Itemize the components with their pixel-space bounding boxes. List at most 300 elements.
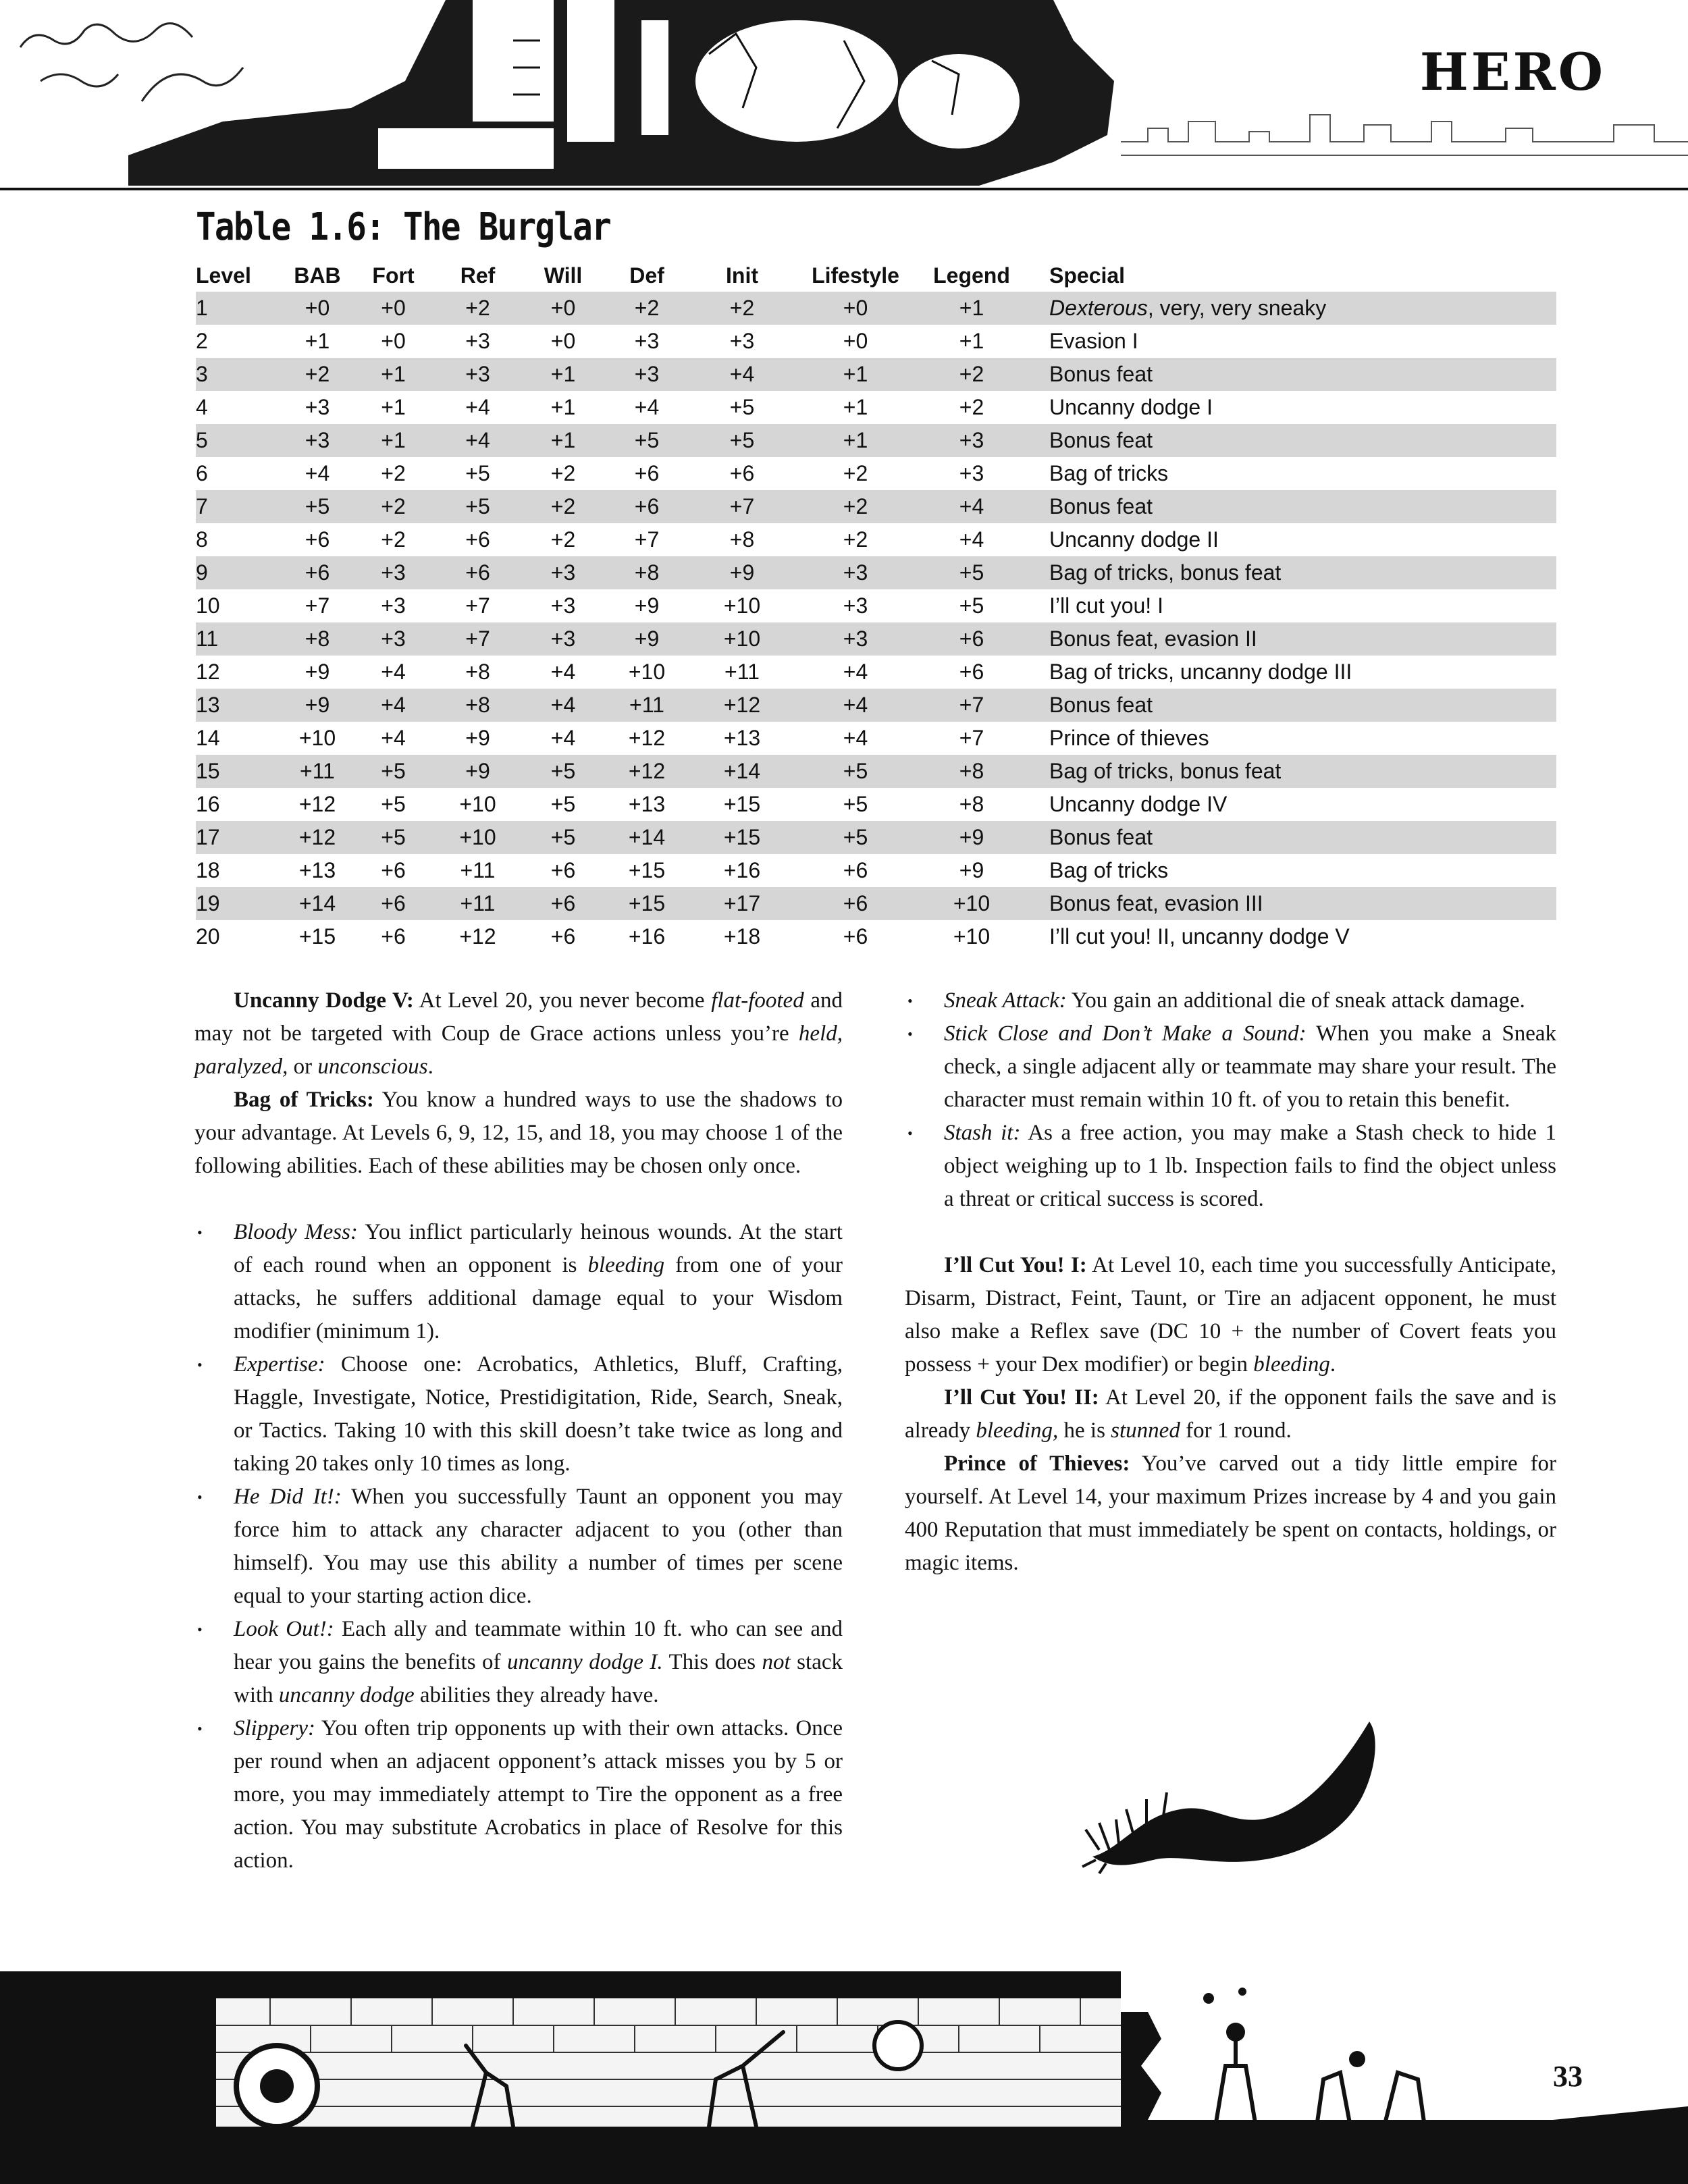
stat-cell: +5 (465, 461, 490, 485)
bag-of-tricks-list-continued (905, 984, 1556, 1216)
stat-cell: +2 (634, 296, 660, 320)
list-item (194, 1613, 843, 1712)
stat-cell: +4 (550, 660, 576, 684)
level-cell: 11 (196, 627, 219, 651)
stat-cell: +2 (550, 494, 576, 518)
stat-cell: +1 (550, 395, 576, 419)
stat-cell: +13 (298, 858, 336, 882)
level-cell: 10 (196, 593, 220, 618)
stat-cell: +6 (550, 858, 576, 882)
stat-cell: +5 (959, 593, 984, 618)
stat-cell: +3 (381, 627, 406, 651)
stat-cell: +9 (465, 726, 490, 750)
stat-cell: +3 (729, 329, 755, 353)
stat-cell: +6 (550, 924, 576, 949)
feature-name: Prince of Thieves: (944, 1451, 1130, 1476)
stat-cell: +6 (465, 560, 490, 585)
ability-name: Sneak Attack: (944, 988, 1067, 1013)
stat-cell: +5 (465, 494, 490, 518)
stat-cell: +6 (305, 560, 330, 585)
column-header: Lifestyle (812, 263, 899, 288)
special-cell: I’ll cut you! II, uncanny dodge V (1049, 924, 1350, 949)
stat-cell: +4 (729, 362, 755, 386)
stat-cell: +11 (629, 693, 664, 717)
stat-cell: +3 (550, 560, 576, 585)
ability-text: stack with (234, 1650, 843, 1707)
stat-cell: +0 (843, 296, 868, 320)
stat-cell: +8 (465, 693, 490, 717)
stat-cell: +4 (381, 726, 406, 750)
stat-cell: +11 (460, 858, 496, 882)
stat-cell: +14 (298, 891, 336, 915)
ability-text: You gain an additional die of sneak attack damage. (1066, 988, 1525, 1013)
chapter-label: HERO (1419, 42, 1606, 102)
stat-cell: +12 (628, 759, 666, 783)
column-header: Init (726, 263, 758, 288)
column-header: Def (629, 263, 664, 288)
stat-cell: +4 (843, 660, 868, 684)
stat-cell: +8 (634, 560, 660, 585)
stat-cell: +9 (959, 858, 984, 882)
level-cell: 2 (196, 329, 208, 353)
stat-cell: +1 (843, 395, 868, 419)
stat-cell: +4 (305, 461, 330, 485)
stat-cell: +2 (381, 461, 406, 485)
feature-text: for 1 round. (1180, 1418, 1292, 1443)
stat-cell: +4 (550, 693, 576, 717)
ability-text: Each ally and teammate within 10 ft. who can see and hear you gains the benefits of (234, 1617, 843, 1674)
feature-text: or (288, 1055, 318, 1079)
ability-term: not (762, 1650, 791, 1674)
stat-cell: +1 (959, 296, 984, 320)
table-row (196, 887, 1556, 920)
table-row (196, 656, 1556, 689)
footer-illustration (0, 1971, 1688, 2184)
stat-cell: +9 (634, 593, 660, 618)
stat-cell: +3 (959, 428, 984, 452)
level-cell: 12 (196, 660, 220, 684)
stat-cell: +1 (843, 362, 868, 386)
stat-cell: +5 (550, 759, 576, 783)
stat-cell: +13 (723, 726, 761, 750)
stat-cell: +2 (959, 362, 984, 386)
left-column (194, 984, 843, 1877)
stat-cell: +0 (305, 296, 330, 320)
level-cell: 1 (196, 296, 208, 320)
stat-cell: +2 (465, 296, 490, 320)
special-cell: Bonus feat (1049, 428, 1153, 452)
feature-name: Uncanny Dodge V: (234, 988, 414, 1013)
stat-cell: +5 (729, 428, 755, 452)
list-item (905, 1017, 1556, 1117)
ability-name: Look Out!: (234, 1617, 334, 1641)
level-cell: 15 (196, 759, 220, 783)
stat-cell: +10 (628, 660, 666, 684)
stat-cell: +9 (305, 693, 330, 717)
stat-cell: +11 (460, 891, 496, 915)
stat-cell: +5 (634, 428, 660, 452)
right-column (905, 984, 1556, 1580)
level-cell: 13 (196, 693, 220, 717)
stat-cell: +8 (959, 759, 984, 783)
stat-cell: +10 (459, 792, 496, 816)
stat-cell: +2 (305, 362, 330, 386)
paragraph-gap (194, 1183, 843, 1216)
stat-cell: +4 (634, 395, 660, 419)
table-row (196, 523, 1556, 556)
stat-cell: +3 (634, 362, 660, 386)
list-item (194, 1348, 843, 1481)
stat-cell: +7 (634, 527, 660, 552)
feature-term: stunned (1111, 1418, 1180, 1443)
stat-cell: +1 (381, 428, 406, 452)
feature-name: I’ll Cut You! II: (944, 1385, 1099, 1410)
table-header-row (196, 259, 1556, 292)
table-row (196, 424, 1556, 457)
table-row (196, 788, 1556, 821)
stat-cell: +8 (465, 660, 490, 684)
ability-name: Slippery: (234, 1716, 315, 1740)
feature-text: At Level 20, if the opponent fails the save and is already (905, 1385, 1556, 1443)
column-header: Fort (372, 263, 415, 288)
stat-cell: +15 (723, 825, 761, 849)
table-row (196, 622, 1556, 656)
special-cell: Uncanny dodge I (1049, 395, 1213, 419)
level-cell: 7 (196, 494, 208, 518)
stat-cell: +9 (465, 759, 490, 783)
stat-cell: +2 (550, 527, 576, 552)
cut-you-1-paragraph (905, 1249, 1556, 1381)
level-cell: 8 (196, 527, 208, 552)
stat-cell: +10 (459, 825, 496, 849)
feather-icon (1079, 1715, 1383, 1877)
list-item (194, 1216, 843, 1348)
table-row (196, 755, 1556, 788)
stat-cell: +7 (959, 726, 984, 750)
stat-cell: +13 (628, 792, 666, 816)
stat-cell: +2 (381, 527, 406, 552)
stat-cell: +12 (298, 825, 336, 849)
cut-you-2-paragraph (905, 1381, 1556, 1447)
ability-name: Stick Close and Don’t Make a Sound: (944, 1021, 1307, 1046)
special-cell: Bonus feat, evasion II (1049, 627, 1257, 651)
feature-term: flat-footed (711, 988, 804, 1013)
stat-cell: +10 (298, 726, 336, 750)
stat-cell: +1 (305, 329, 330, 353)
stat-cell: +2 (550, 461, 576, 485)
stat-cell: +6 (959, 627, 984, 651)
stat-cell: +3 (550, 627, 576, 651)
level-cell: 14 (196, 726, 220, 750)
stat-cell: +12 (723, 693, 761, 717)
feature-text: . (1329, 1352, 1336, 1377)
ability-text: You inflict particularly heinous wounds. At the start of each round when an opponent is (234, 1220, 843, 1277)
stat-cell: +6 (843, 858, 868, 882)
special-cell: Prince of thieves (1049, 726, 1209, 750)
stat-cell: +14 (723, 759, 761, 783)
stat-cell: +5 (550, 825, 576, 849)
stat-cell: +1 (381, 362, 406, 386)
ability-text: This does (662, 1650, 762, 1674)
table-body (196, 292, 1556, 953)
stat-cell: +5 (843, 825, 868, 849)
list-item (905, 984, 1556, 1017)
feature-name: Bag of Tricks: (234, 1088, 374, 1112)
stat-cell: +0 (550, 329, 576, 353)
stat-cell: +18 (723, 924, 761, 949)
stat-cell: +9 (959, 825, 984, 849)
table-row (196, 589, 1556, 622)
stat-cell: +7 (465, 627, 490, 651)
ability-text: from one of your attacks, he suffers additional damage equal to your Wisdom modifier (minimum 1). (234, 1253, 843, 1343)
stat-cell: +17 (723, 891, 761, 915)
special-cell: Uncanny dodge II (1049, 527, 1219, 552)
stat-cell: +3 (465, 362, 490, 386)
table-row (196, 920, 1556, 953)
stat-cell: +9 (729, 560, 755, 585)
stat-cell: +2 (843, 494, 868, 518)
special-cell: Bonus feat, evasion III (1049, 891, 1263, 915)
stat-cell: +2 (843, 461, 868, 485)
ability-text: Choose one: Acrobatics, Athletics, Bluff, Crafting, Haggle, Investigate, Notice, Prestidigitation, Ride, Search, Sneak, or Tactics. Taking 10 with this skill doesn’t take twice as long and taking 20 takes only 10 times as long. (234, 1352, 843, 1476)
level-cell: 19 (196, 891, 220, 915)
stat-cell: +0 (550, 296, 576, 320)
special-cell: Bag of tricks, bonus feat (1049, 759, 1282, 783)
table-row (196, 457, 1556, 490)
stat-cell: +3 (843, 593, 868, 618)
level-cell: 3 (196, 362, 208, 386)
level-cell: 20 (196, 924, 220, 949)
level-cell: 18 (196, 858, 220, 882)
special-cell: I’ll cut you! I (1049, 593, 1163, 618)
stat-cell: +8 (729, 527, 755, 552)
stat-cell: +1 (381, 395, 406, 419)
stat-cell: +10 (723, 627, 761, 651)
stat-cell: +3 (550, 593, 576, 618)
table-row (196, 391, 1556, 424)
stat-cell: +6 (305, 527, 330, 552)
stat-cell: +0 (381, 329, 406, 353)
stat-cell: +8 (959, 792, 984, 816)
stat-cell: +11 (300, 759, 335, 783)
stat-cell: +1 (843, 428, 868, 452)
feature-text: You know a hundred ways to use the shadows to your advantage. At Levels 6, 9, 12, 15, and 18, you may choose 1 of the following abilities. Each of these abilities may be chosen only once. (194, 1088, 843, 1178)
page-number: 33 (1553, 2060, 1583, 2093)
stat-cell: +1 (550, 428, 576, 452)
ability-name: Stash it: (944, 1121, 1021, 1145)
stat-cell: +4 (959, 494, 984, 518)
stat-cell: +3 (465, 329, 490, 353)
feature-term: held, paralyzed, (194, 1021, 843, 1079)
stat-cell: +15 (723, 792, 761, 816)
list-item (194, 1481, 843, 1613)
feature-text: You’ve carved out a tidy little empire for yourself. At Level 14, your maximum Prizes increase by 4 and you gain 400 Reputation that must immediately be spent on contacts, holdings, or magic items. (905, 1451, 1556, 1575)
table-row (196, 490, 1556, 523)
stat-cell: +6 (381, 891, 406, 915)
stat-cell: +6 (729, 461, 755, 485)
ability-term: uncanny dodge I. (506, 1650, 663, 1674)
stat-cell: +12 (628, 726, 666, 750)
special-cell: Evasion I (1049, 329, 1138, 353)
stat-cell: +7 (959, 693, 984, 717)
stat-cell: +3 (381, 593, 406, 618)
stat-cell: +14 (628, 825, 666, 849)
feature-text: . (427, 1055, 433, 1079)
stat-cell: +3 (843, 560, 868, 585)
stat-cell: +0 (381, 296, 406, 320)
column-header: Ref (460, 263, 496, 288)
stat-cell: +1 (550, 362, 576, 386)
stat-cell: +3 (959, 461, 984, 485)
stat-cell: +2 (381, 494, 406, 518)
stat-cell: +9 (634, 627, 660, 651)
ability-text: abilities they already have. (414, 1683, 659, 1707)
stat-cell: +11 (724, 660, 760, 684)
level-cell: 6 (196, 461, 208, 485)
ability-name: He Did It!: (234, 1485, 342, 1509)
stat-cell: +6 (381, 858, 406, 882)
special-cell: Bag of tricks (1049, 858, 1169, 882)
special-cell: Bag of tricks, uncanny dodge III (1049, 660, 1352, 684)
stat-cell: +7 (729, 494, 755, 518)
special-term: Dexterous (1049, 296, 1148, 320)
stat-cell: +2 (729, 296, 755, 320)
feature-name: I’ll Cut You! I: (944, 1253, 1087, 1277)
stat-cell: +3 (381, 560, 406, 585)
ability-term: bleeding (587, 1253, 665, 1277)
table-title: Table 1.6: The Burglar (196, 205, 611, 249)
stat-cell: +8 (305, 627, 330, 651)
stat-cell: +4 (959, 527, 984, 552)
stat-cell: +7 (305, 593, 330, 618)
stat-cell: +5 (381, 825, 406, 849)
stat-cell: +4 (550, 726, 576, 750)
special-cell: Dexterous, very, very sneaky (1049, 296, 1327, 320)
ability-text: When you make a Sneak check, a single adjacent ally or teammate may share your result. The character must remain within 10 ft. of you to retain this benefit. (944, 1021, 1556, 1112)
stat-cell: +3 (305, 395, 330, 419)
prince-of-thieves-paragraph (905, 1447, 1556, 1580)
table-row (196, 325, 1556, 358)
special-cell: Bag of tricks, bonus feat (1049, 560, 1282, 585)
stat-cell: +16 (723, 858, 761, 882)
stat-cell: +4 (843, 693, 868, 717)
stat-cell: +10 (723, 593, 761, 618)
feature-term: bleeding, (976, 1418, 1059, 1443)
stat-cell: +1 (959, 329, 984, 353)
stat-cell: +3 (305, 428, 330, 452)
feature-text: and may not be targeted with Coup de Grace actions unless you’re (194, 988, 843, 1046)
ability-text: As a free action, you may make a Stash check to hide 1 object weighing up to 1 lb. Inspection fails to find the object unless a threat or critical success is scored. (944, 1121, 1557, 1211)
stat-cell: +15 (628, 891, 666, 915)
stat-cell: +5 (381, 759, 406, 783)
stat-cell: +7 (465, 593, 490, 618)
level-cell: 17 (196, 825, 220, 849)
stat-cell: +5 (843, 759, 868, 783)
stat-cell: +12 (459, 924, 496, 949)
column-header: Will (544, 263, 583, 288)
table-row (196, 556, 1556, 589)
feature-text: he is (1058, 1418, 1111, 1443)
stat-cell: +6 (843, 924, 868, 949)
list-item (905, 1117, 1556, 1216)
stat-cell: +12 (298, 792, 336, 816)
stat-cell: +6 (634, 461, 660, 485)
table-row (196, 358, 1556, 391)
stat-cell: +9 (305, 660, 330, 684)
feature-term: unconscious (317, 1055, 428, 1079)
column-header: Legend (933, 263, 1010, 288)
table-row (196, 821, 1556, 854)
column-header: Special (1049, 263, 1126, 288)
special-cell: Bonus feat (1049, 825, 1153, 849)
stat-cell: +2 (959, 395, 984, 419)
stat-cell: +4 (843, 726, 868, 750)
stat-cell: +4 (381, 660, 406, 684)
paragraph-gap (905, 1216, 1556, 1249)
special-cell: Bonus feat (1049, 362, 1153, 386)
stat-cell: +6 (381, 924, 406, 949)
ability-text: When you successfully Taunt an opponent you may force him to attack any character adjacent to you (other than himself). You may use this ability a number of times per scene equal to your starting action dice. (234, 1485, 843, 1608)
stat-cell: +5 (381, 792, 406, 816)
stat-cell: +3 (634, 329, 660, 353)
table-row (196, 292, 1556, 325)
stat-cell: +4 (381, 693, 406, 717)
ability-term: uncanny dodge (278, 1683, 415, 1707)
stat-cell: +5 (305, 494, 330, 518)
stat-cell: +0 (843, 329, 868, 353)
ability-name: Bloody Mess: (234, 1220, 358, 1244)
stat-cell: +15 (628, 858, 666, 882)
level-cell: 9 (196, 560, 208, 585)
stat-cell: +6 (465, 527, 490, 552)
feature-text: At Level 10, each time you successfully Anticipate, Disarm, Distract, Feint, Taunt, or Tire an adjacent opponent, he must also make a Reflex save (DC 10 + the number of Covert feats you possess + your Dex modifier) or begin (905, 1253, 1557, 1377)
stat-cell: +6 (634, 494, 660, 518)
ability-text: You often trip opponents up with their own attacks. Once per round when an adjacent opponent’s attack misses you by 5 or more, you may immediately attempt to Tire the opponent as a free action. You may substitute Acrobatics in place of Resolve for this action. (234, 1716, 843, 1873)
bag-of-tricks-list (194, 1216, 843, 1877)
column-header: Level (196, 263, 251, 288)
stat-cell: +2 (843, 527, 868, 552)
level-cell: 4 (196, 395, 208, 419)
burglar-table (196, 259, 1556, 953)
level-cell: 16 (196, 792, 220, 816)
stat-cell: +10 (953, 891, 991, 915)
table-row (196, 689, 1556, 722)
uncanny-dodge-paragraph (194, 984, 843, 1084)
stat-cell: +15 (298, 924, 336, 949)
stat-cell: +6 (959, 660, 984, 684)
special-cell: Bonus feat (1049, 693, 1153, 717)
stat-cell: +10 (953, 924, 991, 949)
level-cell: 5 (196, 428, 208, 452)
table-row (196, 722, 1556, 755)
stat-cell: +4 (465, 428, 490, 452)
stat-cell: +6 (550, 891, 576, 915)
feature-term: bleeding (1253, 1352, 1330, 1377)
bag-of-tricks-paragraph (194, 1084, 843, 1183)
special-cell: Bonus feat (1049, 494, 1153, 518)
stat-cell: +3 (843, 627, 868, 651)
feature-text: At Level 20, you never become (413, 988, 712, 1013)
column-header: BAB (294, 263, 341, 288)
special-cell: Bag of tricks (1049, 461, 1169, 485)
stat-cell: +5 (550, 792, 576, 816)
ability-name: Expertise: (234, 1352, 325, 1377)
table-row (196, 854, 1556, 887)
stat-cell: +5 (729, 395, 755, 419)
stat-cell: +16 (628, 924, 666, 949)
stat-cell: +5 (843, 792, 868, 816)
stat-cell: +4 (465, 395, 490, 419)
